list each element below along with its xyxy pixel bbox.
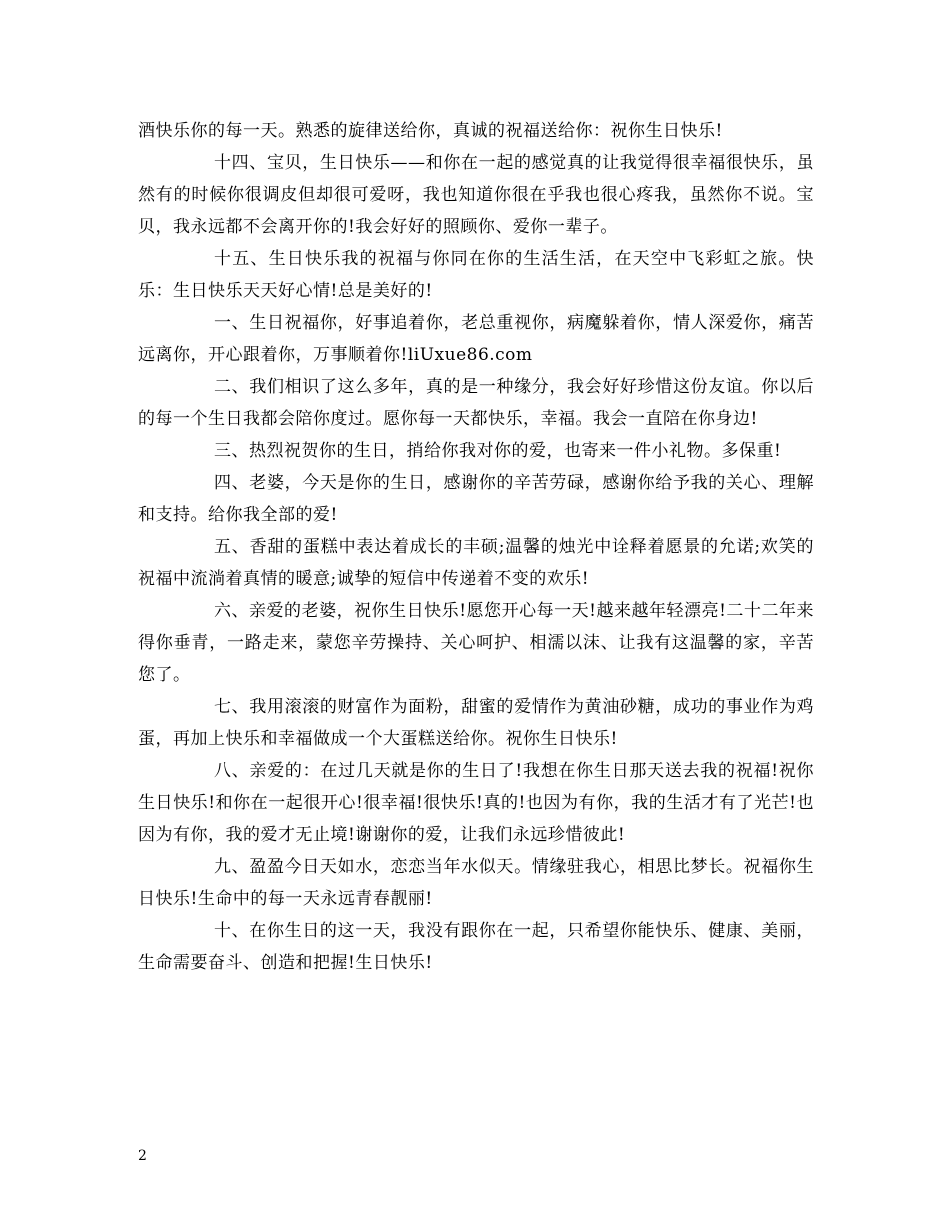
paragraph: 六、亲爱的老婆，祝你生日快乐!愿您开心每一天!越来越年轻漂亮!二十二年来得你垂青，一路走来，蒙您辛劳操持、关心呵护、相濡以沫、让我有这温馨的家，辛苦您了。 [138,601,814,685]
paragraph: 四、老婆，今天是你的生日，感谢你的辛苦劳碌，感谢你给予我的关心、理解和支持。给你我全部的爱! [138,473,814,525]
paragraph: 五、香甜的蛋糕中表达着成长的丰硕;温馨的烛光中诠释着愿景的允诺;欢笑的祝福中流淌着真情的暖意;诚挚的短信中传递着不变的欢乐! [138,537,814,589]
paragraph: 二、我们相识了这么多年，真的是一种缘分，我会好好珍惜这份友谊。你以后的每一个生日我都会陪你度过。愿你每一天都快乐，幸福。我会一直陪在你身边! [138,377,814,429]
paragraph: 九、盈盈今日天如水，恋恋当年水似天。情缘驻我心，相思比梦长。祝福你生日快乐!生命中的每一天永远青春靓丽! [138,857,814,909]
paragraph: 七、我用滚滚的财富作为面粉，甜蜜的爱情作为黄油砂糖，成功的事业作为鸡蛋，再加上快乐和幸福做成一个大蛋糕送给你。祝你生日快乐! [138,697,814,749]
paragraph: 十、在你生日的这一天，我没有跟你在一起，只希望你能快乐、健康、美丽，生命需要奋斗、创造和把握!生日快乐! [138,921,814,973]
paragraph: 八、亲爱的：在过几天就是你的生日了!我想在你生日那天送去我的祝福!祝你生日快乐!和你在一起很开心!很幸福!很快乐!真的!也因为有你，我的生活才有了光芒!也因为有你，我的爱才无止境!谢谢你的爱，让我们永远珍惜彼此! [138,761,814,845]
paragraph: 酒快乐你的每一天。熟悉的旋律送给你，真诚的祝福送给你：祝你生日快乐! [138,121,723,141]
document-body [138,115,814,979]
paragraph: 一、生日祝福你，好事追着你，老总重视你，病魔躲着你，情人深爱你，痛苦远离你，开心跟着你，万事顺着你!liUxue86.com [138,313,814,365]
paragraph: 十四、宝贝，生日快乐——和你在一起的感觉真的让我觉得很幸福很快乐，虽然有的时候你很调皮但却很可爱呀，我也知道你很在乎我也很心疼我，虽然你不说。宝贝，我永远都不会离开你的!我会好好的照顾你、爱你一辈子。 [138,153,814,237]
paragraph: 十五、生日快乐我的祝福与你同在你的生活生活，在天空中飞彩虹之旅。快乐：生日快乐天天好心情!总是美好的! [138,249,814,301]
paragraph: 三、热烈祝贺你的生日，捎给你我对你的爱，也寄来一件小礼物。多保重! [214,441,782,461]
page-number: 2 [138,1148,147,1164]
